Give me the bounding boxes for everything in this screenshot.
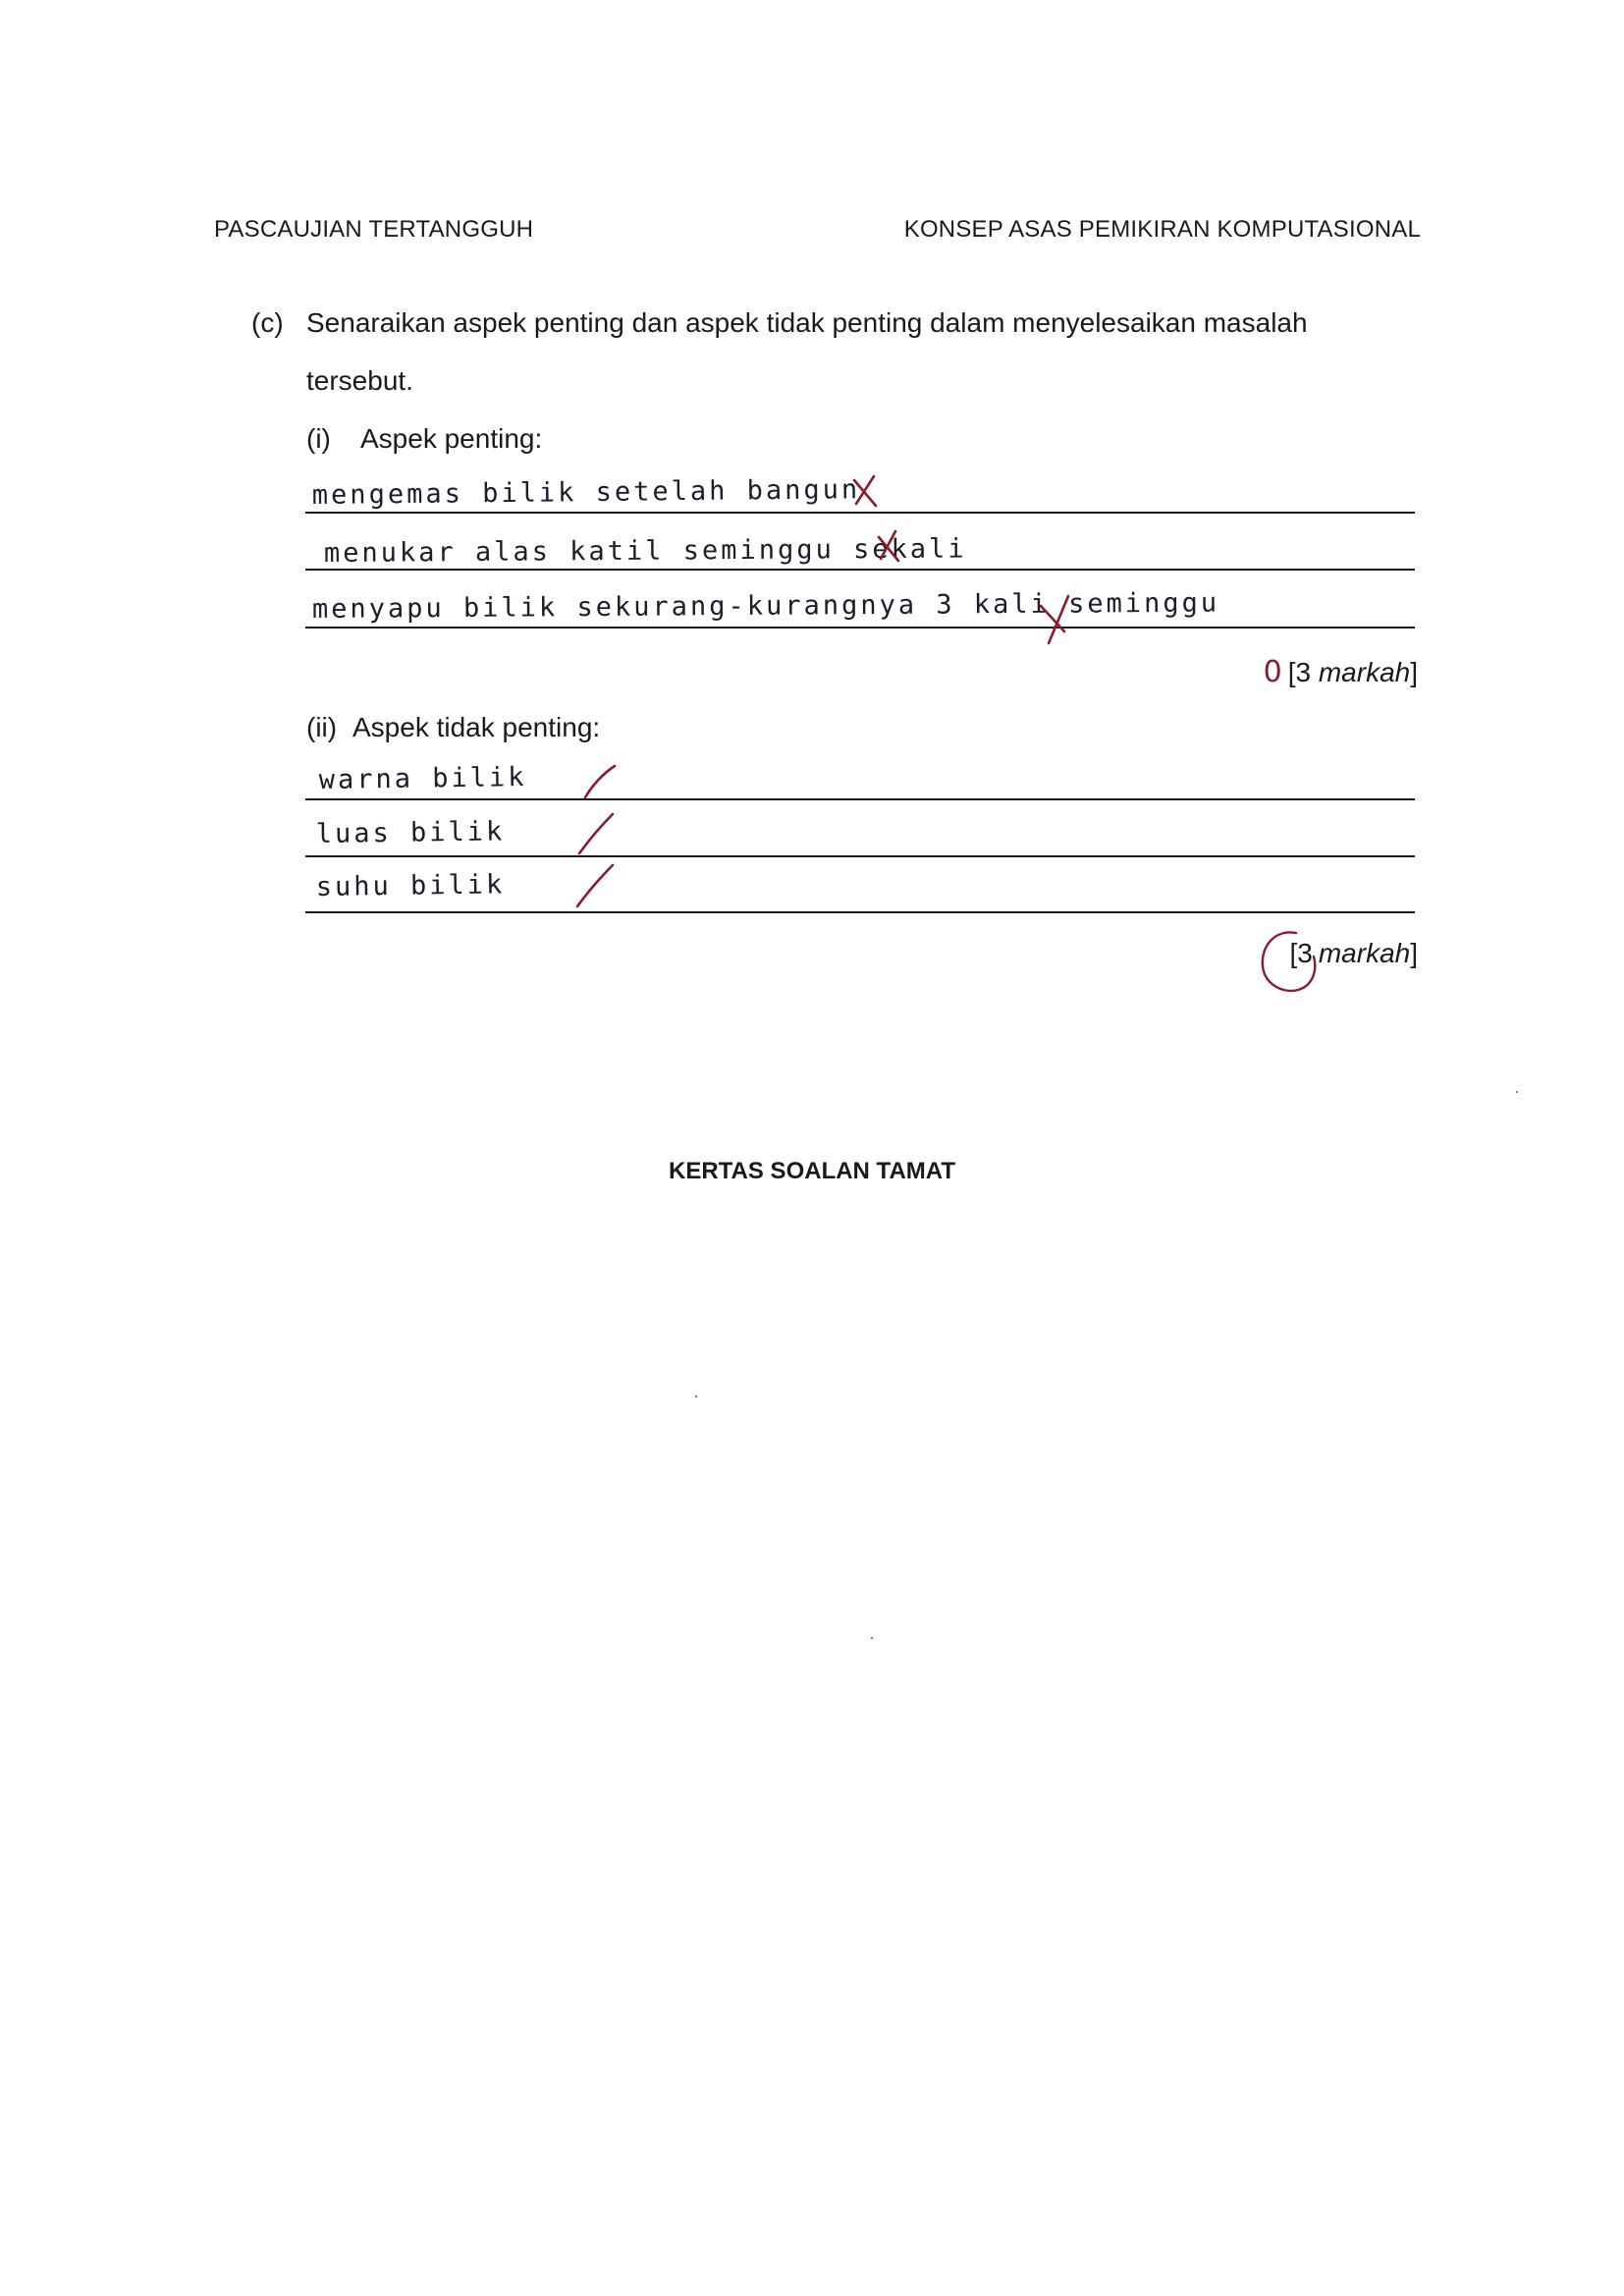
answer-line [305, 855, 1415, 857]
answer-line [305, 512, 1415, 514]
answer-i-2: menukar alas katil seminggu sekali [323, 533, 967, 569]
marks-close: ] [1410, 938, 1418, 968]
part-ii-score: 3 [1297, 938, 1313, 968]
part-i-label: (i) [306, 423, 331, 454]
part-ii-title: Aspek tidak penting: [352, 712, 601, 742]
end-of-paper: KERTAS SOALAN TAMAT [669, 1158, 955, 1184]
tick-mark-icon [575, 861, 617, 910]
marks-word: markah [1318, 657, 1411, 687]
question-label: (c) [251, 307, 284, 338]
tick-mark-icon [577, 810, 617, 857]
answer-i-3: menyapu bilik sekurang-kurangnya 3 kali seminggu [311, 587, 1220, 625]
answer-line [305, 911, 1415, 913]
answer-i-1: mengemas bilik setelah bangun [311, 474, 861, 511]
answer-ii-1: warna bilik [318, 762, 527, 795]
part-i-score: 0 [1263, 655, 1282, 689]
part-ii-marks [1289, 938, 1418, 969]
marks-word: markah [1318, 938, 1411, 968]
answer-line [305, 798, 1415, 800]
answer-line [305, 627, 1415, 629]
marks-open: [ [1289, 938, 1298, 968]
cross-mark-icon [1037, 592, 1072, 647]
cross-mark-icon [874, 527, 903, 567]
header-right: KONSEP ASAS PEMIKIRAN KOMPUTASIONAL [903, 216, 1421, 243]
scan-speck [871, 1637, 873, 1639]
tick-mark-icon [583, 762, 619, 801]
marks-close: ] [1410, 657, 1418, 687]
part-i-marks [1264, 655, 1418, 689]
answer-ii-3: suhu bilik [315, 869, 506, 902]
question-text-line1: Senaraikan aspek penting dan aspek tidak penting dalam menyelesaikan masalah [306, 307, 1308, 338]
answer-ii-2: luas bilik [315, 816, 506, 849]
marks-open: [3 [1287, 657, 1319, 687]
part-i-title: Aspek penting: [360, 423, 543, 454]
scan-speck [695, 1395, 697, 1397]
cross-mark-icon [850, 472, 880, 512]
question-text-line2: tersebut. [306, 365, 413, 396]
part-ii-label: (ii) [306, 712, 338, 742]
scan-speck [1516, 1091, 1518, 1093]
answer-line [305, 569, 1415, 571]
header-left: PASCAUJIAN TERTANGGUH [214, 216, 534, 243]
